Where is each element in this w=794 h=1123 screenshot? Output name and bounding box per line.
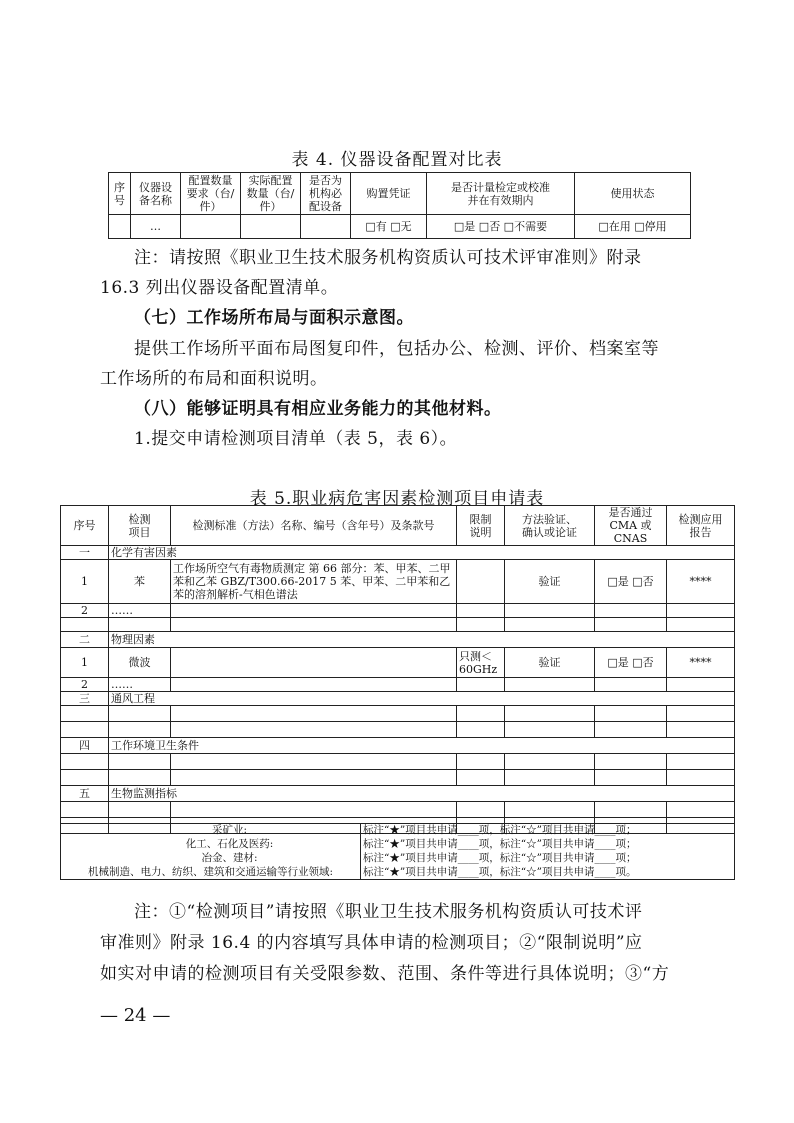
header-cell: 检测标准（方法）名称、编号（含年号）及条款号 [171,506,457,546]
table-cell [457,678,505,692]
table-cell [667,802,735,818]
calibration-checkbox[interactable]: □是 □否 □不需要 [427,215,575,239]
table-cell [171,604,457,618]
summary-row [61,852,735,866]
standard-method [171,648,457,678]
section-number: 五 [61,786,109,802]
limit-note: 只测＜ 60GHz [457,648,505,678]
table-cell [171,678,457,692]
equipment-table [108,172,691,239]
cma-checkbox[interactable]: □是 □否 [595,560,667,604]
section-7-line-1: 提供工作场所平面布局图复印件，包括办公、检测、评价、档案室等 [134,339,659,359]
header-cell: 使用状态 [575,173,691,215]
summary-row [61,824,735,838]
section-name: 物理因素 [109,632,735,648]
header-cell: 购置凭证 [351,173,427,215]
table-cell [109,618,171,632]
note-2-line-1: 注：①“检测项目”请按照《职业卫生技术服务机构资质认可技术评 [134,902,643,922]
detection-item: 微波 [109,648,171,678]
note-2-line-2: 审准则》附录 16.4 的内容填写具体申请的检测项目；②“限制说明”应 [100,933,643,953]
table-cell [667,604,735,618]
summary-field: 化工、石化及医药: [61,838,361,852]
header-cell: 仪器设 备名称 [131,173,181,215]
detection-item: …… [109,604,171,618]
detection-item: …… [109,678,171,692]
table-cell [61,770,109,786]
report-value: **** [667,560,735,604]
note-2-line-3: 如实对申请的检测项目有关受限参数、范围、条件等进行具体说明；③“方 [100,964,670,984]
purchase-proof-checkbox[interactable]: □有 □无 [351,215,427,239]
section-8-title: （八）能够证明具有相应业务能力的其他材料。 [134,399,502,419]
section-number: 三 [61,692,109,706]
table-cell [667,770,735,786]
table-cell [171,618,457,632]
table-cell: … [131,215,181,239]
table-cell [61,706,109,722]
summary-row [61,866,735,880]
table-cell [457,770,505,786]
section-name: 通风工程 [109,692,735,706]
table-cell [61,754,109,770]
table-cell [667,618,735,632]
table-row [61,678,735,692]
note-1-line-1: 注：请按照《职业卫生技术服务机构资质认可技术评审准则》附录 [134,248,642,268]
table-cell [109,770,171,786]
section-name: 工作环境卫生条件 [109,738,735,754]
header-cell: 实际配置 数量（台/ 件） [241,173,301,215]
table-cell [667,754,735,770]
table-cell [505,618,595,632]
table-cell [301,215,351,239]
table-row [61,770,735,786]
table-cell [171,802,457,818]
table-cell [595,618,667,632]
summary-field: 采矿业: [61,824,361,838]
table-cell [505,604,595,618]
table-cell [505,722,595,738]
table-cell [457,618,505,632]
page-number: — 24 — [100,1005,171,1026]
table-row [61,604,735,618]
table-row [61,560,735,604]
table-cell [61,802,109,818]
table-cell [171,770,457,786]
header-cell: 检测应用 报告 [667,506,735,546]
section-row [61,632,735,648]
section-name: 生物监测指标 [109,786,735,802]
table-cell [457,802,505,818]
table-cell [505,706,595,722]
table-cell [241,215,301,239]
table5-caption: 表 5.职业病危害因素检测项目申请表 [249,489,545,509]
table-cell [595,754,667,770]
table-cell [505,754,595,770]
table-cell [109,706,171,722]
table-cell [595,770,667,786]
table4-caption: 表 4. 仪器设备配置对比表 [291,150,503,170]
limit-note [457,560,505,604]
section-row [61,546,735,560]
table-cell [61,722,109,738]
table-cell [595,604,667,618]
section-8-item-1: 1.提交申请检测项目清单（表 5，表 6）。 [134,429,458,449]
table5-header-row [61,506,735,546]
table-cell [595,678,667,692]
section-7-title: （七）工作场所布局与面积示意图。 [134,308,414,328]
detection-item: 苯 [109,560,171,604]
summary-text: 标注“★”项目共申请____项，标注“☆”项目共申请____项； [361,852,735,866]
header-cell: 是否通过 CMA 或 CNAS [595,506,667,546]
table-cell [61,618,109,632]
header-cell: 检测 项目 [109,506,171,546]
table-cell [595,722,667,738]
summary-text: 标注“★”项目共申请____项，标注“☆”项目共申请____项； [361,824,735,838]
table4-header-row [109,173,691,215]
table-row [61,802,735,818]
table-cell [595,706,667,722]
table-cell [171,722,457,738]
row-number: 1 [61,648,109,678]
table-cell [667,722,735,738]
summary-field: 机械制造、电力、纺织、建筑和交通运输等行业领域: [61,866,361,880]
header-cell: 序 号 [109,173,131,215]
table-row [61,618,735,632]
table-row [61,648,735,678]
summary-table [60,823,735,880]
header-cell: 方法验证、 确认或论证 [505,506,595,546]
section-7-line-2: 工作场所的布局和面积说明。 [100,369,328,389]
table-cell [457,754,505,770]
table-cell [109,802,171,818]
header-cell: 配置数量 要求（台/ 件） [181,173,241,215]
section-row [61,692,735,706]
row-number: 2 [61,604,109,618]
table-cell [457,604,505,618]
table-cell [109,215,131,239]
method-validation: 验证 [505,648,595,678]
standard-method: 工作场所空气有毒物质测定 第 66 部分：苯、甲苯、二甲苯和乙苯 GBZ/T300.66-2017 5 苯、甲苯、二甲苯和乙苯的溶剂解析-气相色谱法 [171,560,457,604]
table-row [61,722,735,738]
section-number: 一 [61,546,109,560]
section-row [61,738,735,754]
summary-row [61,838,735,852]
table-cell [457,706,505,722]
summary-field: 冶金、建材: [61,852,361,866]
row-number: 2 [61,678,109,692]
table-cell [667,678,735,692]
section-name: 化学有害因素 [109,546,735,560]
usage-status-checkbox[interactable]: □在用 □停用 [575,215,691,239]
header-cell: 序号 [61,506,109,546]
report-value: **** [667,648,735,678]
table-cell [505,770,595,786]
table-cell [595,802,667,818]
table-row [109,215,691,239]
detection-items-table [60,505,735,834]
table-cell [109,754,171,770]
header-cell: 是否为 机构必 配设备 [301,173,351,215]
section-number: 二 [61,632,109,648]
summary-text: 标注“★”项目共申请____项，标注“☆”项目共申请____项。 [361,866,735,880]
table-cell [457,722,505,738]
section-number: 四 [61,738,109,754]
table-cell [171,706,457,722]
header-cell: 限制 说明 [457,506,505,546]
table-cell [667,706,735,722]
table-row [61,754,735,770]
table-cell [505,802,595,818]
table-cell [181,215,241,239]
table-cell [109,722,171,738]
note-1-line-2: 16.3 列出仪器设备配置清单。 [100,278,339,298]
table-row [61,706,735,722]
row-number: 1 [61,560,109,604]
header-cell: 是否计量检定或校准 并在有效期内 [427,173,575,215]
table-cell [505,678,595,692]
table-cell [171,754,457,770]
cma-checkbox[interactable]: □是 □否 [595,648,667,678]
section-row [61,786,735,802]
method-validation: 验证 [505,560,595,604]
summary-text: 标注“★”项目共申请____项，标注“☆”项目共申请____项； [361,838,735,852]
